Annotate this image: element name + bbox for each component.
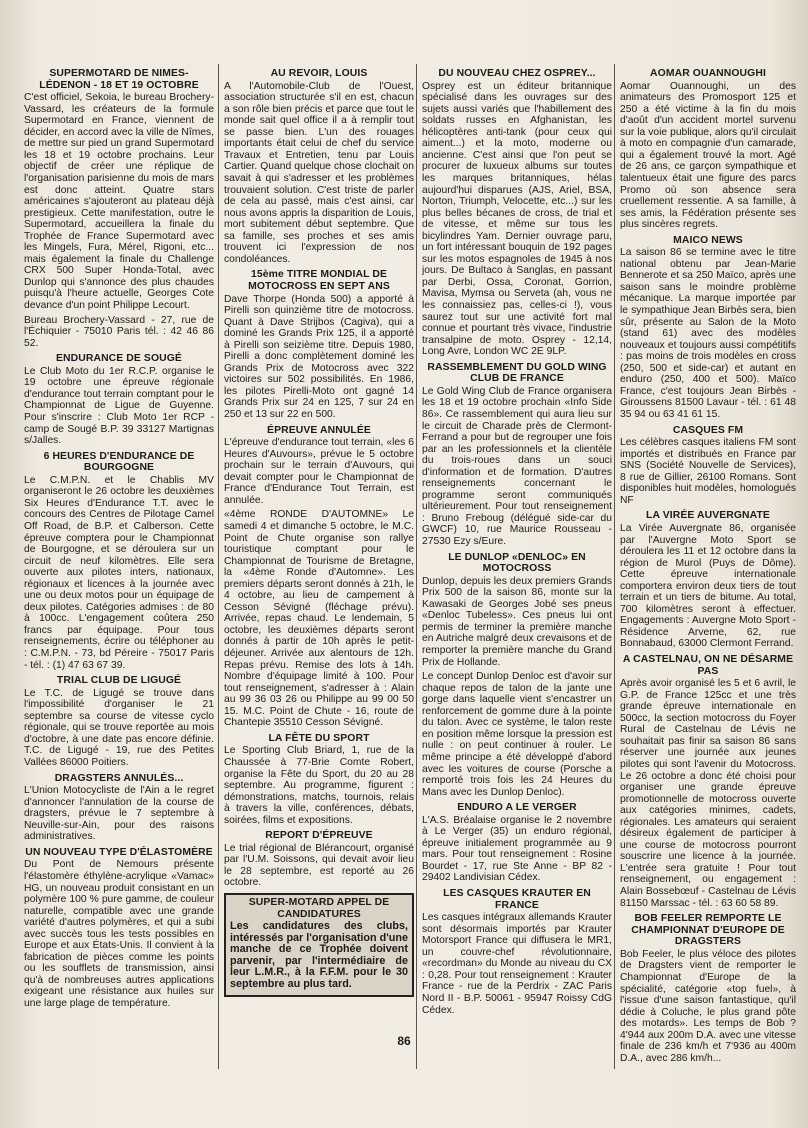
article-paragraph: L'A.S. Bréalaise organise le 2 novembre à Le Verger (35) un enduro régional, épreuve initialement programmée au 9 mars. Pour tout renseignement : Rosine Bourdet - 17, rue Ste Anne - BP 82 - 29402 Landivisian Cédex. [422,814,612,884]
article-paragraph: Le Club Moto du 1er R.C.P. organise le 19 octobre une épreuve régionale d'endurance tout terrain comptant pour le Championnat de Ligue de Guyenne. Pour s'inscrire : Club Moto 1er RCP - camp de Sougé B.P. 39 33127 Martignas s/Jalles. [24,365,214,447]
article [422,888,612,1016]
article [24,451,214,671]
column-3 [422,66,612,1066]
article-heading: BOB FEELER REMPORTE LE CHAMPIONNAT D'EUROPE DE DRAGSTERS [631,913,785,948]
article-paragraph: Le trial régional de Blérancourt, organisé par l'U.M. Soissons, qui devait avoir lieu le 28 septembre, est reporté au 26 octobre. [224,842,414,889]
article-heading: MAICO NEWS [673,234,743,246]
article-paragraph: C'est officiel, Sekoia, le bureau Brochery-Vassard, les créateurs de la formule Supermotard en France, viennent de décider, en accord avec la ville de Nîmes, de mettre sur pied un grand Supermotard les 18 et 19 octobre prochains. Leur objectif de créer une réplique de l'organisation parisienne du mois de mars est donc atteint. Quatre stars américaines s'ajouteront au plateau déjà prestigieux. Cette manifestation, outre le Supermotard, accueillera la finale du Trophée de France Supermotard avec les Mingels, Fura, Mérel, Rigoni, etc... mais également la finale du Challenge CRX 500 Super Honda-Total, avec Dunlop qui s'annonce des plus chaudes puisqu'à l'heure actuelle, Georges Cote devance d'un point Philippe Lecourt. [24,92,214,312]
article-heading: AOMAR OUANNOUGHI [650,68,766,79]
article [224,733,414,826]
article-paragraph: Le Sporting Club Briard, 1, rue de la Chaussée à 77-Brie Comte Robert, organise la Fête du Sport, du 20 au 28 septembre. Au programme, figurent : démonstrations, matchs, tournois, relais à travers la ville, conférences, débats, soirées, films et expositions. [224,745,414,826]
article-paragraph: Les célèbres casques italiens FM sont importés et distribués en France par SNS (Société Nouvelle de Services), 8 rue de Gillier, 26100 Romans. Sont disponibles huit modèles, homologués NF [620,437,796,506]
article-heading: UN NOUVEAU TYPE D'ÉLASTOMÈRE [25,846,213,858]
article-paragraph: Du Pont de Nemours présente l'élastomère éthylène-acrylique «Vamac» HG, un nouveau produit consistant en un polymère 100 % pure gamme, de couleur naturelle, compatible avec une grande variété d'autres polymères, et qui a subi avec succès tous les tests possibles en Europe et aux États-Unis. Il convient à la fabrication de pièces comme les points ou les soufflets de transmission, ainsi qu'à de nombreuses autres applications exigeant une résistance aux huiles sur une large plage de température. [24,859,214,1010]
article [24,675,214,768]
article [24,847,214,1010]
article [224,269,414,420]
column-rule [416,64,417,1069]
column-1 [24,66,214,1066]
article-heading: DU NOUVEAU CHEZ OSPREY... [438,68,596,79]
article-paragraph: Le Gold Wing Club de France organisera les 18 et 19 octobre prochain «Info Side 86». Ce rassemblement qui aura lieu sur le circuit de Charade près de Clermont-Ferrand a pour but de regrouper une fois par an les professionnels et la clientèle du trois-roues dans un souci d'information et de formation. D'autres renseignements concernant le programme seront communiqués ultérieurement. Pour tout renseignement : Bruno Freboug (délégué side-car du GWCF) 10, rue Maurice Rousseau - 27530 Ezy s/Eure. [422,385,612,548]
article-heading: 15ème TITRE MONDIAL DE MOTOCROSS EN SEPT ANS [248,269,390,292]
article [422,552,612,799]
article-paragraph: Dave Thorpe (Honda 500) a apporté à Pirelli son quinzième titre de motocross. Quant à Dave Strijbos (Cagiva), qui a dominé les Grands Prix 125, il a apporté à Pirelli son seizième titre. Depuis 1980, Pirelli a donc complètement dominé les Grands Prix de Motocross avec 322 victoires sur 502 possibilités. En 1986, les pilotes Pirelli-Moto ont gagné 14 Grands Prix sur 24 en 125, 7 sur 24 en 250 et 13 sur 22 en 500. [224,293,414,420]
article [422,362,612,548]
article-paragraph: Bureau Brochery-Vassard - 27, rue de l'Échiquier - 75010 Paris tél. : 42 46 86 52. [24,314,214,349]
article-paragraph: Dunlop, depuis les deux premiers Grands Prix 500 de la saison 86, monte sur la Kawasaki de Georges Jobé ses pneus «Denloc Tubeless». Ces pneus lui ont permis de terminer la première manche en Autriche malgré deux crevaisons et de remporter la première manche du Grand Prix de Hollande. [422,575,612,668]
article [224,425,414,729]
article-heading: AU REVOIR, LOUIS [270,68,368,79]
article [620,425,796,507]
article [620,654,796,909]
article-heading: 6 HEURES D'ENDURANCE DE BOURGOGNE [43,450,195,474]
article-heading: CASQUES FM [672,424,744,436]
article-heading: LE DUNLOP «DENLOC» EN MOTOCROSS [448,551,586,575]
article-heading: TRIAL CLUB DE LIGUGÉ [56,675,182,687]
article-heading: A CASTELNAU, ON NE DÉSARME PAS [622,653,794,677]
column-rule [614,64,615,1069]
article-paragraph: Aomar Ouannoughi, un des animateurs des Promosport 125 et 250 a été victime à la fin du mois d'août d'un accident mortel survenu sur la voie publique, alors qu'il circulait à moto en compagnie d'un camarade, qui a également trouvé la mort. Agé de 26 ans, ce garçon sympathique et talentueux était une figure des parcs Promo où son absence sera cruellement ressentie. A sa famille, à ses amis, la Fédération présente ses plus sincères regrets. [620,80,796,231]
article-paragraph: A l'Automobile-Club de l'Ouest, association structurée s'il en est, chacun a son rôle bien précis et parce que tout le monde sait quel office il a à remplir tout se passe bien. L'un des rouages importants était celui de chef du service Travaux et Entretien, tenu par Louis Cartier. Quand quelque chose clochait on savait à qui s'adresser et les problèmes trouvaient solution. C'est triste de parler de cela au passé, mais c'est ainsi, car nous avons appris la disparition de Louis, mort subitement début septembre. Que sa famille, ses proches et ses amis trouvent ici l'expression de nos condoléances. [224,80,414,265]
article-paragraph: L'épreuve d'endurance tout terrain, «les 6 Heures d'Auvours», prévue le 5 octobre prochain sur le terrain d'Auvours, qui devait compter pour le Championnat de France d'Endurance Tout Terrain, est annulée. [224,437,414,506]
article-heading: SUPER-MOTARD APPEL DE CANDIDATURES [248,897,390,920]
article-paragraph: Le concept Dunlop Denloc est d'avoir sur chaque repos de talon de la jante une gorge dans laquelle vient s'encastrer un renforcement de gomme dure à la pointe du talon. Avec ce système, le talon reste en position même lorsque la pression est nulle : on peut continuer à rouler. Le même principe a été développé d'abord avec les voitures de course (Porsche a remporté trois fois les 24 Heures du Mans avec les Dunlop Denloc). [422,671,612,798]
article [224,68,414,265]
article [422,68,612,358]
article [224,830,414,889]
boxed-article [224,893,414,997]
article [422,802,612,884]
article-paragraph: Le T.C. de Ligugé se trouve dans l'impossibilité d'organiser le 21 septembre sa course de vitesse cyclo régionale, qui se trouve reportée au mois d'octobre, à une date pas encore définie. T.C. de Ligugé - 19, rue des Petites Vallées 86000 Poitiers. [24,687,214,768]
article [620,68,796,231]
article-heading: LA VIRÉE AUVERGNATE [646,510,770,522]
page-number: 86 [397,1034,411,1048]
article-heading: ÉPREUVE ANNULÉE [267,424,371,436]
article [620,235,796,421]
article [24,68,214,349]
article-paragraph: Après avoir organisé les 5 et 6 avril, le G.P. de France 125cc et une très grande épreuve internationale en 500cc, la section motocross du Foyer Rural de Castelnau de Lévis ne souhaitait pas finir sa saison 86 sans réserver une journée aux jeunes pilotes qui sont l'avenir du Motocross. Le 26 octobre a donc été choisi pour organiser une grande épreuve promotionnelle de motocross ouverte aux catégories minimes, cadets, régionales. Les amateurs qui seraient désireux également de participer à une course de motocross pourront souscrire une licence à la journée. L'entrée sera gratuite ! Pour tout renseignement, ou engagement : Alain Bossebœuf - Castelnau de Lévis 81150 Marssac - tél. : 63 60 58 89. [620,678,796,909]
article-paragraph: La saison 86 se termine avec le titre national obtenu par Jean-Marie Bennerote et sa 250 Maïco, après une saison sans le moindre problème mécanique. La marque importée par le sympathique Jean Birbès sera, bien sûr, présente au Salon de la Moto (stand 61) avec des modèles nouveaux et toujours aussi compétitifs : pas moins de trois modèles en cross (250, 500 et side-car) et autant en enduro (250, 400 et 500). Maïco France, c'est toujours Jean Birbès - Giroussens 81500 Lavaur - tél. : 61 48 35 94 ou 63 41 61 15. [620,247,796,420]
article-heading: LES CASQUES KRAUTER EN FRANCE [443,888,591,911]
article-heading: ENDURO A LE VERGER [457,802,577,814]
article-heading: RASSEMBLEMENT DU GOLD WING CLUB DE FRANCE [427,361,607,385]
article-heading: REPORT D'ÉPREUVE [265,830,373,842]
article-heading: LA FÊTE DU SPORT [268,732,370,744]
article-paragraph: «4ème RONDE D'AUTOMNE» Le samedi 4 et dimanche 5 octobre, le M.C. Point de Chute organise son rallye touristique comptant pour le Championnat de Tourisme de Bretagne, la «4ème Ronde d'Automne». Les premiers départs seront donnés à 21h, le 4 octobre, au lieu de campement à Cesson Sévigné (fléchage prévu). Arrivée, repas chaud. Le lendemain, 5 octobre, les deuxièmes départs seront donnés à partir de 10h après le petit-déjeuner. Arrivée aux alentours de 12h. Repas prévu. Remise des lots à 14h. Nombre d'équipage limité à 100. Pour tout renseignement, s'adresser à : Alain au 99 36 03 26 ou Philippe au 99 00 50 15. M.C. Point de Chute - 16, route de Chantepie 35510 Cesson Sévigné. [224,509,414,729]
article-paragraph: Bob Feeler, le plus véloce des pilotes de Dragsters vient de remporter le Championnat d'Europe de la spécialité, catégorie «top fuel», à l'issue d'une saison fantastique, qu'il dédie à Coluche, le plus grand pôte des motards». Les temps de Bob ? 4'944 aux 200m D.A. avec une vitesse finale de 236 km/h et 7'936 au 400m D.A., avec 286 km/h... [620,948,796,1064]
article-paragraph: La Virée Auvergnate 86, organisée par l'Auvergne Moto Sport se déroulera les 11 et 12 octobre dans la région de Murol (Puys de Dôme). Cette épreuve internationale comportera environ deux tiers de tout terrain et un tiers de bitume. Au total, 700 kilomètres seront à effectuer. Engagements : Auvergne Moto Sport - Résidence Arverne, 62, rue Bonnabaud, 63000 Clermont Ferrand. [620,522,796,650]
article [24,353,214,446]
article-paragraph: Osprey est un éditeur britannique spécialisé dans les ouvrages sur des sujets aussi variés que l'habillement des soldats russes en Afghanistan, les hélicoptères anti-tank (pour ceux qui aiment...) et la moto, moderne ou ancienne. C'est ainsi que l'on peut se procurer de luxueux albums sur toutes les marques britanniques, hélas aujourd'hui disparues (AJS, Ariel, BSA, Norton, Triumph, Velocette, etc...) sur les plus belles bécanes de cross, de trial et de vitesse, et même sur tous les bicylindres Yam. Dernier ouvrage paru, un fort intéressant bouquin de 192 pages sur les motos espagnoles de 1945 à nos jours. De Bultaco à Sanglas, en passant par Derbi, Ossa, Coronat, Gorrion, Mavisa, Mymsa ou Serveta (ah, vous ne les connaissiez pas, celles-ci !), vous saurez tout sur une activité fort mal connue et pourtant très vivace, l'industrie transalpine de moto. Osprey - 12,14, Long Avre, London WC 2E 9LP. [422,80,612,358]
article [24,773,214,843]
article-heading: SUPERMOTARD DE NIMES-LÉDENON - 18 ET 19 OCTOBRE [39,68,199,91]
column-2 [224,66,414,1066]
article-heading: DRAGSTERS ANNULÉS... [54,772,184,784]
column-4 [620,66,796,1066]
article-paragraph: L'Union Motocycliste de l'Ain a le regret d'annoncer l'annulation de la course de dragsters, prévue le 7 septembre à Neuville-sur-Ain, pour des raisons administratives. [24,785,214,843]
article-paragraph: Le C.M.P.N. et le Chablis MV organiseront le 26 octobre les deuxièmes Six Heures d'Endurance T.T. avec le concours des Centres de Pilotage Camel Off Road, de B.P. et Calberson. Cette épreuve comptera pour le Championnat de Bourgogne, et se déroulera sur un circuit de neuf kilomètres. Elle sera ouverte aux pilotes inters, nationaux, régionaux et licences à la journée avec une ou deux motos pour un équipage de deux pilotes. Catégories admises : de 80 à 100cc. L'engagement coûtera 250 francs par équipage. Pour tous renseignements, écrire ou téléphoner au : C.M.P.N. - 73, bd Péreire - 75017 Paris - tél. : (1) 47 63 67 39. [24,474,214,671]
article-paragraph: Les candidatures des clubs, intéressés par l'organisation d'une manche de ce Trophée doivent parvenir, par l'intermédiaire de leur L.M.R., à la F.F.M. pour le 30 septembre au plus tard. [230,920,408,990]
article [620,510,796,650]
article-paragraph: Les casques intégraux allemands Krauter sont désormais importés par Krauter Motorsport France qui diffusera le MR1, un couvre-chef révolutionnaire, «recordman» du Monde au niveau du CX : 0,28. Pour tout renseignement : Krauter France - rue de la Perdrix - ZAC Paris Nord II - B.P. 50061 - 95947 Roissy CdG Cédex. [422,912,612,1016]
column-rule [218,64,219,1069]
article-heading: ENDURANCE DE SOUGÉ [56,353,182,365]
